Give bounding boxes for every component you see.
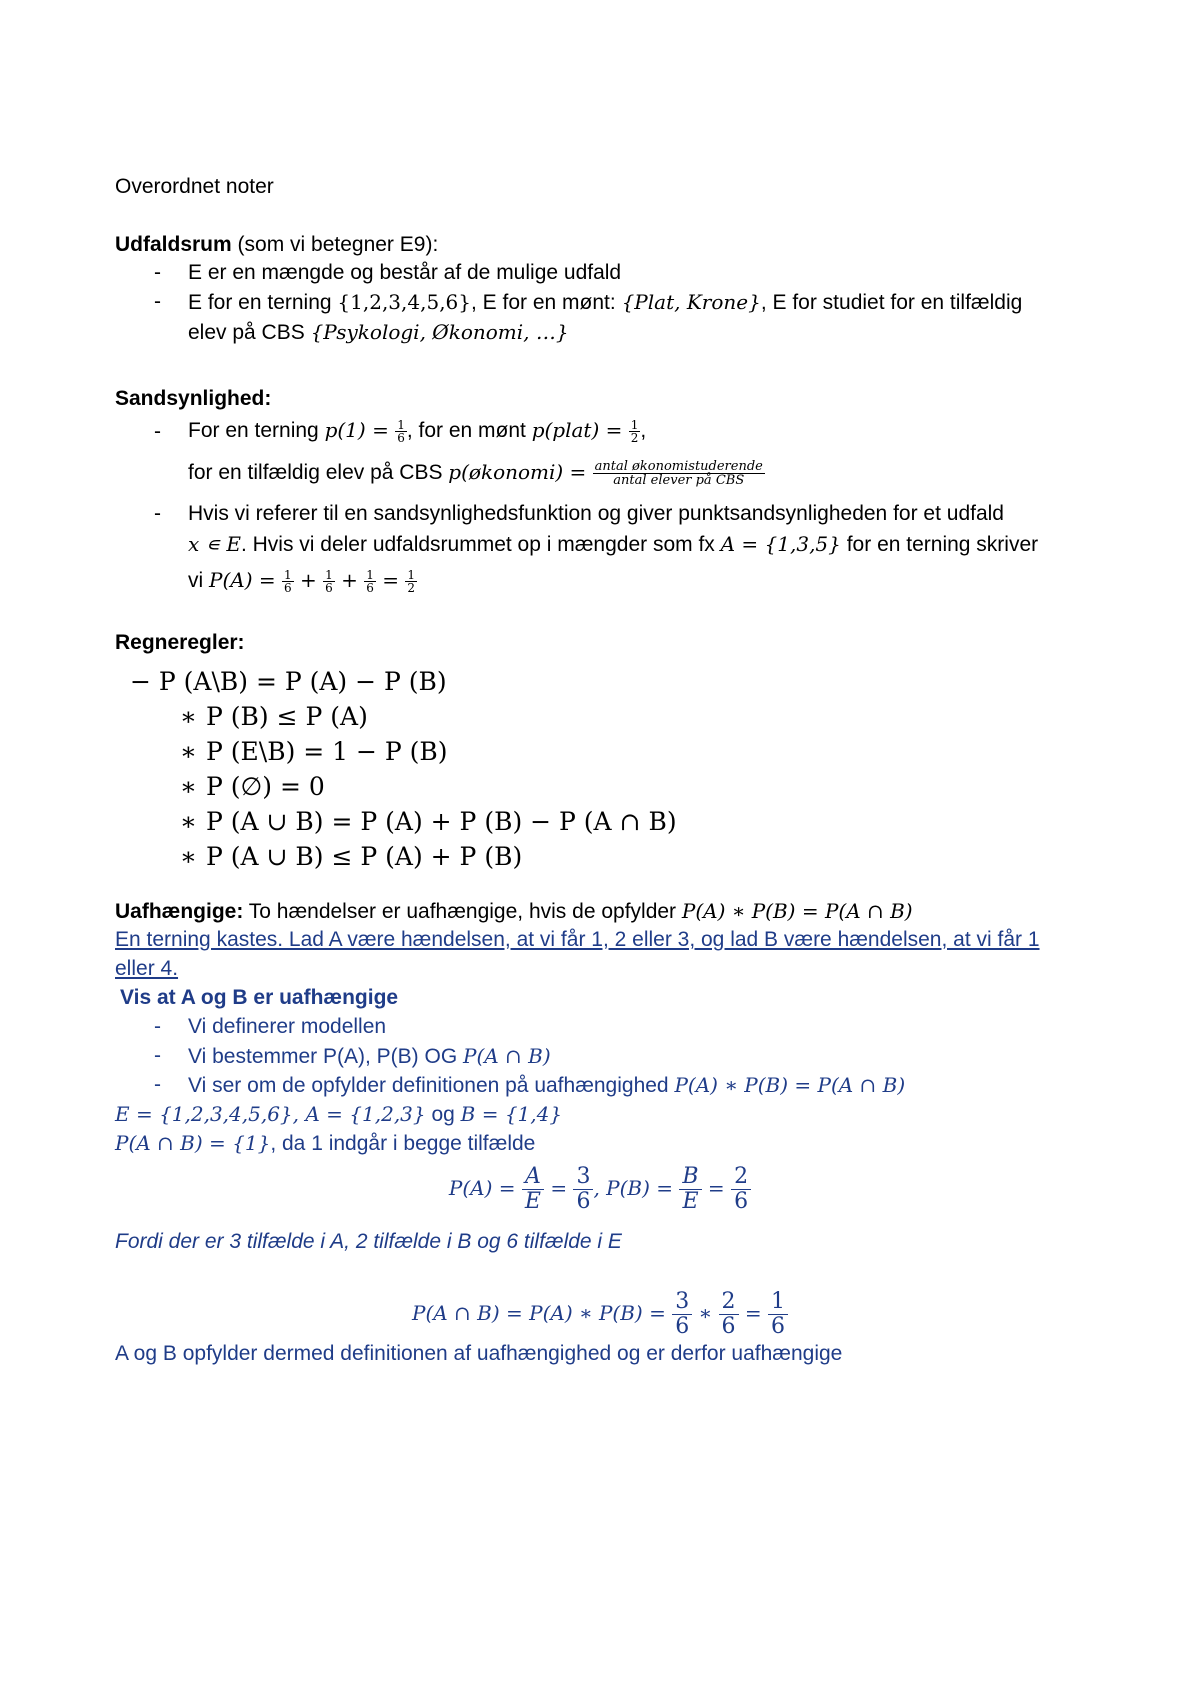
text-span: To hændelser er uafhængige, hvis de opfylder: [243, 900, 682, 923]
fraction-one-sixth: [282, 569, 294, 594]
step-3: [188, 1071, 905, 1100]
step-2: [188, 1042, 551, 1071]
math-set-studie: {Psykologi, Økonomi, …}: [310, 320, 569, 344]
fraction-den: antal elever på CBS: [613, 472, 745, 488]
bullet-dash: -: [154, 1073, 161, 1096]
text-span: , E for en mønt:: [471, 291, 622, 314]
fraction-den: 6: [675, 1314, 690, 1339]
math-pa: P(A) =: [209, 568, 282, 592]
fraction-one-half: [629, 419, 641, 444]
because-note: Fordi der er 3 tilfælde i A, 2 tilfælde i B og 6 tilfælde i E: [115, 1230, 622, 1253]
math-intersection: P(A ∩ B): [463, 1044, 551, 1068]
text-span: og: [425, 1103, 461, 1126]
fraction-den: 6: [734, 1189, 749, 1214]
math-sets-e-a: E = {1,2,3,4,5,6}, A = {1,2,3}: [115, 1102, 426, 1126]
rule-item: [180, 735, 448, 769]
math-plus: +: [293, 568, 324, 592]
fraction-one-sixth: [768, 1290, 788, 1339]
rule-text: P (∅) = 0: [206, 772, 325, 801]
bullet-dash: -: [154, 420, 161, 443]
text-span: Vi bestemmer P(A), P(B) OG: [188, 1045, 463, 1068]
fraction-den: 6: [397, 430, 405, 445]
text-span: for en tilfældig elev på CBS: [188, 461, 449, 484]
intersection-line: [115, 1129, 535, 1158]
text-span: vi: [188, 569, 209, 592]
fraction-num: 1: [407, 567, 415, 582]
star-bullet: ∗: [180, 772, 197, 801]
fraction-num: antal økonomistuderende: [594, 458, 763, 474]
text-span: For en terning: [188, 419, 325, 442]
fraction-num: B: [679, 1165, 701, 1190]
star-bullet: ∗: [180, 842, 197, 871]
fraction-num: 1: [325, 567, 333, 582]
fraction-one-sixth: [395, 419, 407, 444]
star-bullet: ∗: [180, 702, 197, 731]
probability-calculation: [0, 1158, 1200, 1218]
text-span: ,: [640, 419, 647, 442]
sets-line: [115, 1100, 562, 1129]
fraction-num: 2: [719, 1290, 739, 1315]
fraction-den: E: [682, 1189, 699, 1214]
fraction-two-sixths: [731, 1165, 751, 1214]
text-span: elev på CBS: [188, 321, 311, 344]
math-set-b: B = {1,4}: [460, 1102, 563, 1126]
rule-item: [180, 770, 325, 804]
fraction-one-half: [405, 569, 417, 594]
fraction-oekonomi: [593, 460, 765, 487]
udfaldsrum-heading-rest: (som vi betegner E9):: [231, 233, 439, 256]
exercise-task: Vis at A og B er uafhængige: [120, 986, 399, 1009]
text-span: , da 1 indgår i begge tilfælde: [270, 1132, 536, 1155]
rule-item: [180, 840, 522, 874]
rule-text: P (A ∪ B) ≤ P (A) + P (B): [206, 842, 523, 871]
math-set-terning: {1,2,3,4,5,6}: [337, 290, 472, 314]
text-span: for en terning skriver: [840, 533, 1039, 556]
rule-item: [180, 805, 677, 839]
fraction-three-sixths: [573, 1165, 593, 1214]
final-calculation: [0, 1283, 1200, 1343]
math-x-in-e: x ∊ E: [188, 532, 241, 556]
rule-main: − P (A\B) = P (A) − P (B): [130, 667, 447, 696]
sandsynlighed-heading: Sandsynlighed:: [115, 387, 272, 410]
fraction-den: 6: [283, 580, 292, 595]
fraction-den: E: [524, 1189, 541, 1214]
math-equals: =: [701, 1176, 732, 1200]
step-1: Vi definerer modellen: [188, 1015, 387, 1038]
text-span: E for en terning: [188, 291, 338, 314]
rule-text: P (E\B) = 1 − P (B): [206, 737, 448, 766]
math-equals: =: [738, 1301, 768, 1325]
exercise-text-1: En terning kastes. Lad A være hændelsen, at vi får 1, 2 eller 3, og lad B være hændelsen, at vi får 1: [115, 928, 1040, 951]
fraction-num: 1: [630, 417, 639, 432]
sandsynlighed-line-4: [188, 530, 1038, 559]
bullet-dash: -: [154, 502, 161, 525]
udfaldsrum-item-1: E er en mængde og består af de mulige udfald: [188, 261, 622, 284]
bullet-dash: -: [154, 1044, 161, 1067]
udfaldsrum-item-2-cont: [188, 318, 569, 347]
fraction-num: 1: [366, 567, 374, 582]
conclusion: A og B opfylder dermed definitionen af uafhængighed og er derfor uafhængige: [115, 1342, 843, 1365]
fraction-den: 6: [721, 1314, 736, 1339]
star-bullet: ∗: [180, 737, 197, 766]
uafhaengige-heading: Uafhængige:: [115, 900, 244, 923]
bullet-dash: -: [154, 290, 161, 313]
math-set-a: A = {1,3,5}: [720, 532, 841, 556]
math-independence-formula: P(A) ∗ P(B) = P(A ∩ B): [681, 899, 913, 923]
fraction-den: 6: [325, 580, 333, 595]
fraction-den: 6: [576, 1189, 591, 1214]
fraction-one-sixth: [364, 569, 376, 594]
fraction-a-over-e: [522, 1165, 544, 1214]
bullet-dash: -: [154, 261, 161, 284]
exercise-text-2: eller 4.: [115, 957, 179, 980]
rule-text: P (A ∪ B) = P (A) + P (B) − P (A ∩ B): [206, 807, 677, 836]
fraction-den: 6: [771, 1314, 785, 1339]
fraction-num: 1: [283, 567, 292, 582]
regneregler-heading: Regneregler:: [115, 631, 245, 654]
fraction-num: 1: [397, 417, 405, 432]
uafhaengige-definition: [115, 897, 913, 926]
sandsynlighed-line-3: Hvis vi referer til en sandsynlighedsfunktion og giver punktsandsynligheden for et udfald: [188, 502, 1004, 525]
fraction-den: 2: [407, 580, 415, 595]
fraction-b-over-e: [679, 1165, 701, 1214]
math-pb: , P(B) =: [593, 1176, 680, 1200]
bullet-dash: -: [154, 1015, 161, 1038]
fraction-one-sixth: [323, 569, 335, 594]
fraction-num: 3: [573, 1165, 593, 1190]
math-pa: P(A) =: [448, 1176, 522, 1200]
math-equals: =: [375, 568, 406, 592]
math-independence-formula: P(A) ∗ P(B) = P(A ∩ B): [674, 1073, 906, 1097]
math-poekonomi: p(økonomi) =: [448, 460, 593, 484]
text-span: , for en mønt: [406, 419, 532, 442]
text-span: . Hvis vi deler udfaldsrummet op i mængder som fx: [240, 533, 721, 556]
fraction-two-sixths: [719, 1290, 739, 1339]
fraction-num: 1: [768, 1290, 788, 1315]
math-p1: p(1) =: [324, 418, 396, 442]
page-title: Overordnet noter: [115, 175, 274, 198]
sandsynlighed-line-5: [188, 562, 417, 599]
math-plus: +: [334, 568, 365, 592]
sandsynlighed-line-1: [188, 412, 646, 449]
udfaldsrum-heading-line: [115, 231, 438, 259]
fraction-three-sixths: [672, 1290, 692, 1339]
fraction-den: 6: [366, 580, 374, 595]
rule-item: [180, 700, 368, 734]
sandsynlighed-line-2: [188, 452, 765, 493]
udfaldsrum-item-2: [188, 288, 1022, 317]
math-times: ∗: [692, 1301, 719, 1325]
rule-text: P (B) ≤ P (A): [206, 702, 368, 731]
udfaldsrum-heading: Udfaldsrum: [115, 233, 232, 256]
fraction-num: 3: [672, 1290, 692, 1315]
math-set-moent: {Plat, Krone}: [621, 290, 761, 314]
fraction-num: 2: [731, 1165, 751, 1190]
fraction-num: A: [522, 1165, 544, 1190]
math-intersection-set: P(A ∩ B) = {1}: [115, 1131, 271, 1155]
math-equals: =: [543, 1176, 574, 1200]
math-final-lhs: P(A ∩ B) = P(A) ∗ P(B) =: [412, 1301, 673, 1325]
math-pplat: p(plat) =: [531, 418, 629, 442]
star-bullet: ∗: [180, 807, 197, 836]
text-span: Vi ser om de opfylder definitionen på uafhængighed: [188, 1074, 675, 1097]
text-span: , E for studiet for en tilfældig: [760, 291, 1023, 314]
fraction-den: 2: [630, 430, 639, 445]
